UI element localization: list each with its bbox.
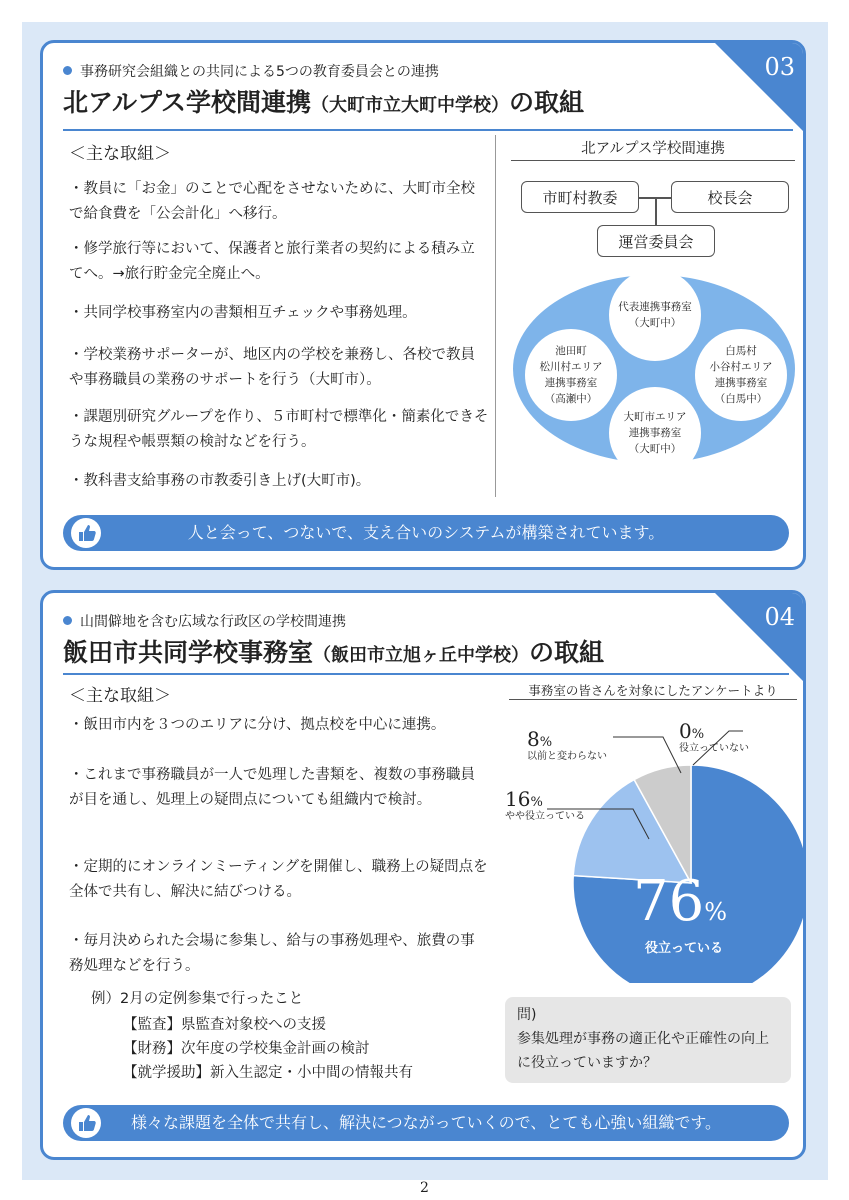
bullet-dot-icon — [63, 616, 72, 625]
thumbs-up-icon — [71, 518, 101, 548]
box-principals-council: 校長会 — [671, 181, 789, 213]
section-card-04 — [40, 590, 806, 1160]
section-number: 04 — [764, 603, 795, 631]
example-item: 【財務】次年度の学校集金計画の検討 — [123, 1041, 370, 1057]
pct-label-0: 0% — [679, 719, 705, 743]
bullet-dot-icon — [63, 66, 72, 75]
list-item: ・毎月決められた会場に参集し、給与の事務処理や、旅費の事務処理などを行う。 — [69, 933, 475, 974]
chart-title-rule — [509, 699, 797, 700]
question-label: 問) — [517, 1007, 537, 1023]
circle-ikeda-office: 池田町 松川村エリア 連携事務室 （高瀬中） — [525, 329, 617, 421]
list-item: ・定期的にオンラインミーティングを開催し、職務上の疑問点を全体で共有し、解決に結びつける。 — [69, 859, 488, 900]
section-subtitle: 山間僻地を含む広域な行政区の学校間連携 — [63, 611, 346, 631]
pct-label-16: 16% — [505, 787, 543, 811]
question-text: 参集処理が事務の適正化や正確性の向上に役立っていますか？ — [517, 1031, 769, 1071]
list-item: ・教科書支給事務の市教委引き上げ(大町市)。 — [69, 473, 371, 489]
chart-title: 事務室の皆さんを対象にしたアンケートより — [528, 683, 778, 698]
diagram-title-rule — [511, 160, 795, 161]
example-heading: 例）2月の定例参集で行ったこと — [91, 991, 304, 1007]
pct-label-76: 76% — [633, 869, 728, 934]
main-heading: ＜主な取組＞ — [69, 686, 171, 706]
box-steering-committee: 運営委員会 — [597, 225, 715, 257]
main-heading: ＜主な取組＞ — [69, 144, 171, 164]
section-title: 飯田市共同学校事務室（飯田市立旭ヶ丘中学校）の取組 — [63, 638, 605, 667]
thumbs-up-icon — [71, 1108, 101, 1138]
title-rule — [63, 129, 793, 131]
page-number: 2 — [420, 1180, 429, 1196]
circle-representative-office: 代表連携事務室 （大町中） — [609, 269, 701, 361]
example-item: 【監査】県監査対象校への支援 — [123, 1017, 326, 1033]
question-box — [505, 997, 791, 1083]
list-item: ・教員に「お金」のことで心配をさせないために、大町市全校で給食費を「公会計化」へ移行。 — [69, 181, 475, 222]
list-item: ・飯田市内を３つのエリアに分け、拠点校を中心に連携。 — [69, 717, 446, 733]
connector-line — [655, 197, 657, 225]
column-divider — [495, 135, 496, 497]
list-item: ・学校業務サポーターが、地区内の学校を兼務し、各校で教員や事務職員の業務のサポートを行う（大町市）。 — [69, 347, 475, 388]
list-item: ・共同学校事務室内の書類相互チェックや事務処理。 — [69, 305, 417, 321]
diagram-title: 北アルプス学校間連携 — [581, 141, 725, 157]
pct-label-8: 8% — [527, 727, 553, 751]
box-municipal-board: 市町村教委 — [521, 181, 639, 213]
section-subtitle: 事務研究会組織との共同による5つの教育委員会との連携 — [63, 61, 439, 81]
summary-banner: 様々な課題を全体で共有し、解決につながっていくので、とても心強い組織です。 — [63, 1105, 789, 1141]
summary-banner: 人と会って、つないで、支え合いのシステムが構築されています。 — [63, 515, 789, 551]
circle-hakuba-office: 白馬村 小谷村エリア 連携事務室 （白馬中） — [695, 329, 787, 421]
list-item: ・これまで事務職員が一人で処理した書類を、複数の事務職員が目を通し、処理上の疑問点についても組織内で検討。 — [69, 767, 475, 808]
slice-label: やや役立っている — [505, 811, 585, 822]
list-item: ・修学旅行等において、保護者と旅行業者の契約による積み立てへ。→旅行貯金完全廃止へ。 — [69, 241, 475, 282]
section-card-03 — [40, 40, 806, 570]
section-number: 03 — [764, 53, 795, 81]
circle-omachi-office: 大町市エリア 連携事務室 （大町中） — [609, 387, 701, 479]
slice-label: 役立っている — [645, 941, 724, 956]
title-rule — [63, 673, 789, 675]
slice-label: 役立っていない — [679, 743, 749, 754]
slice-label: 以前と変わらない — [527, 751, 607, 762]
list-item: ・課題別研究グループを作り、５市町村で標準化・簡素化できそうな規程や帳票類の検討などを行う。 — [69, 409, 489, 450]
section-title: 北アルプス学校間連携（大町市立大町中学校）の取組 — [63, 88, 585, 117]
example-item: 【就学援助】新入生認定・小中間の情報共有 — [123, 1065, 413, 1081]
